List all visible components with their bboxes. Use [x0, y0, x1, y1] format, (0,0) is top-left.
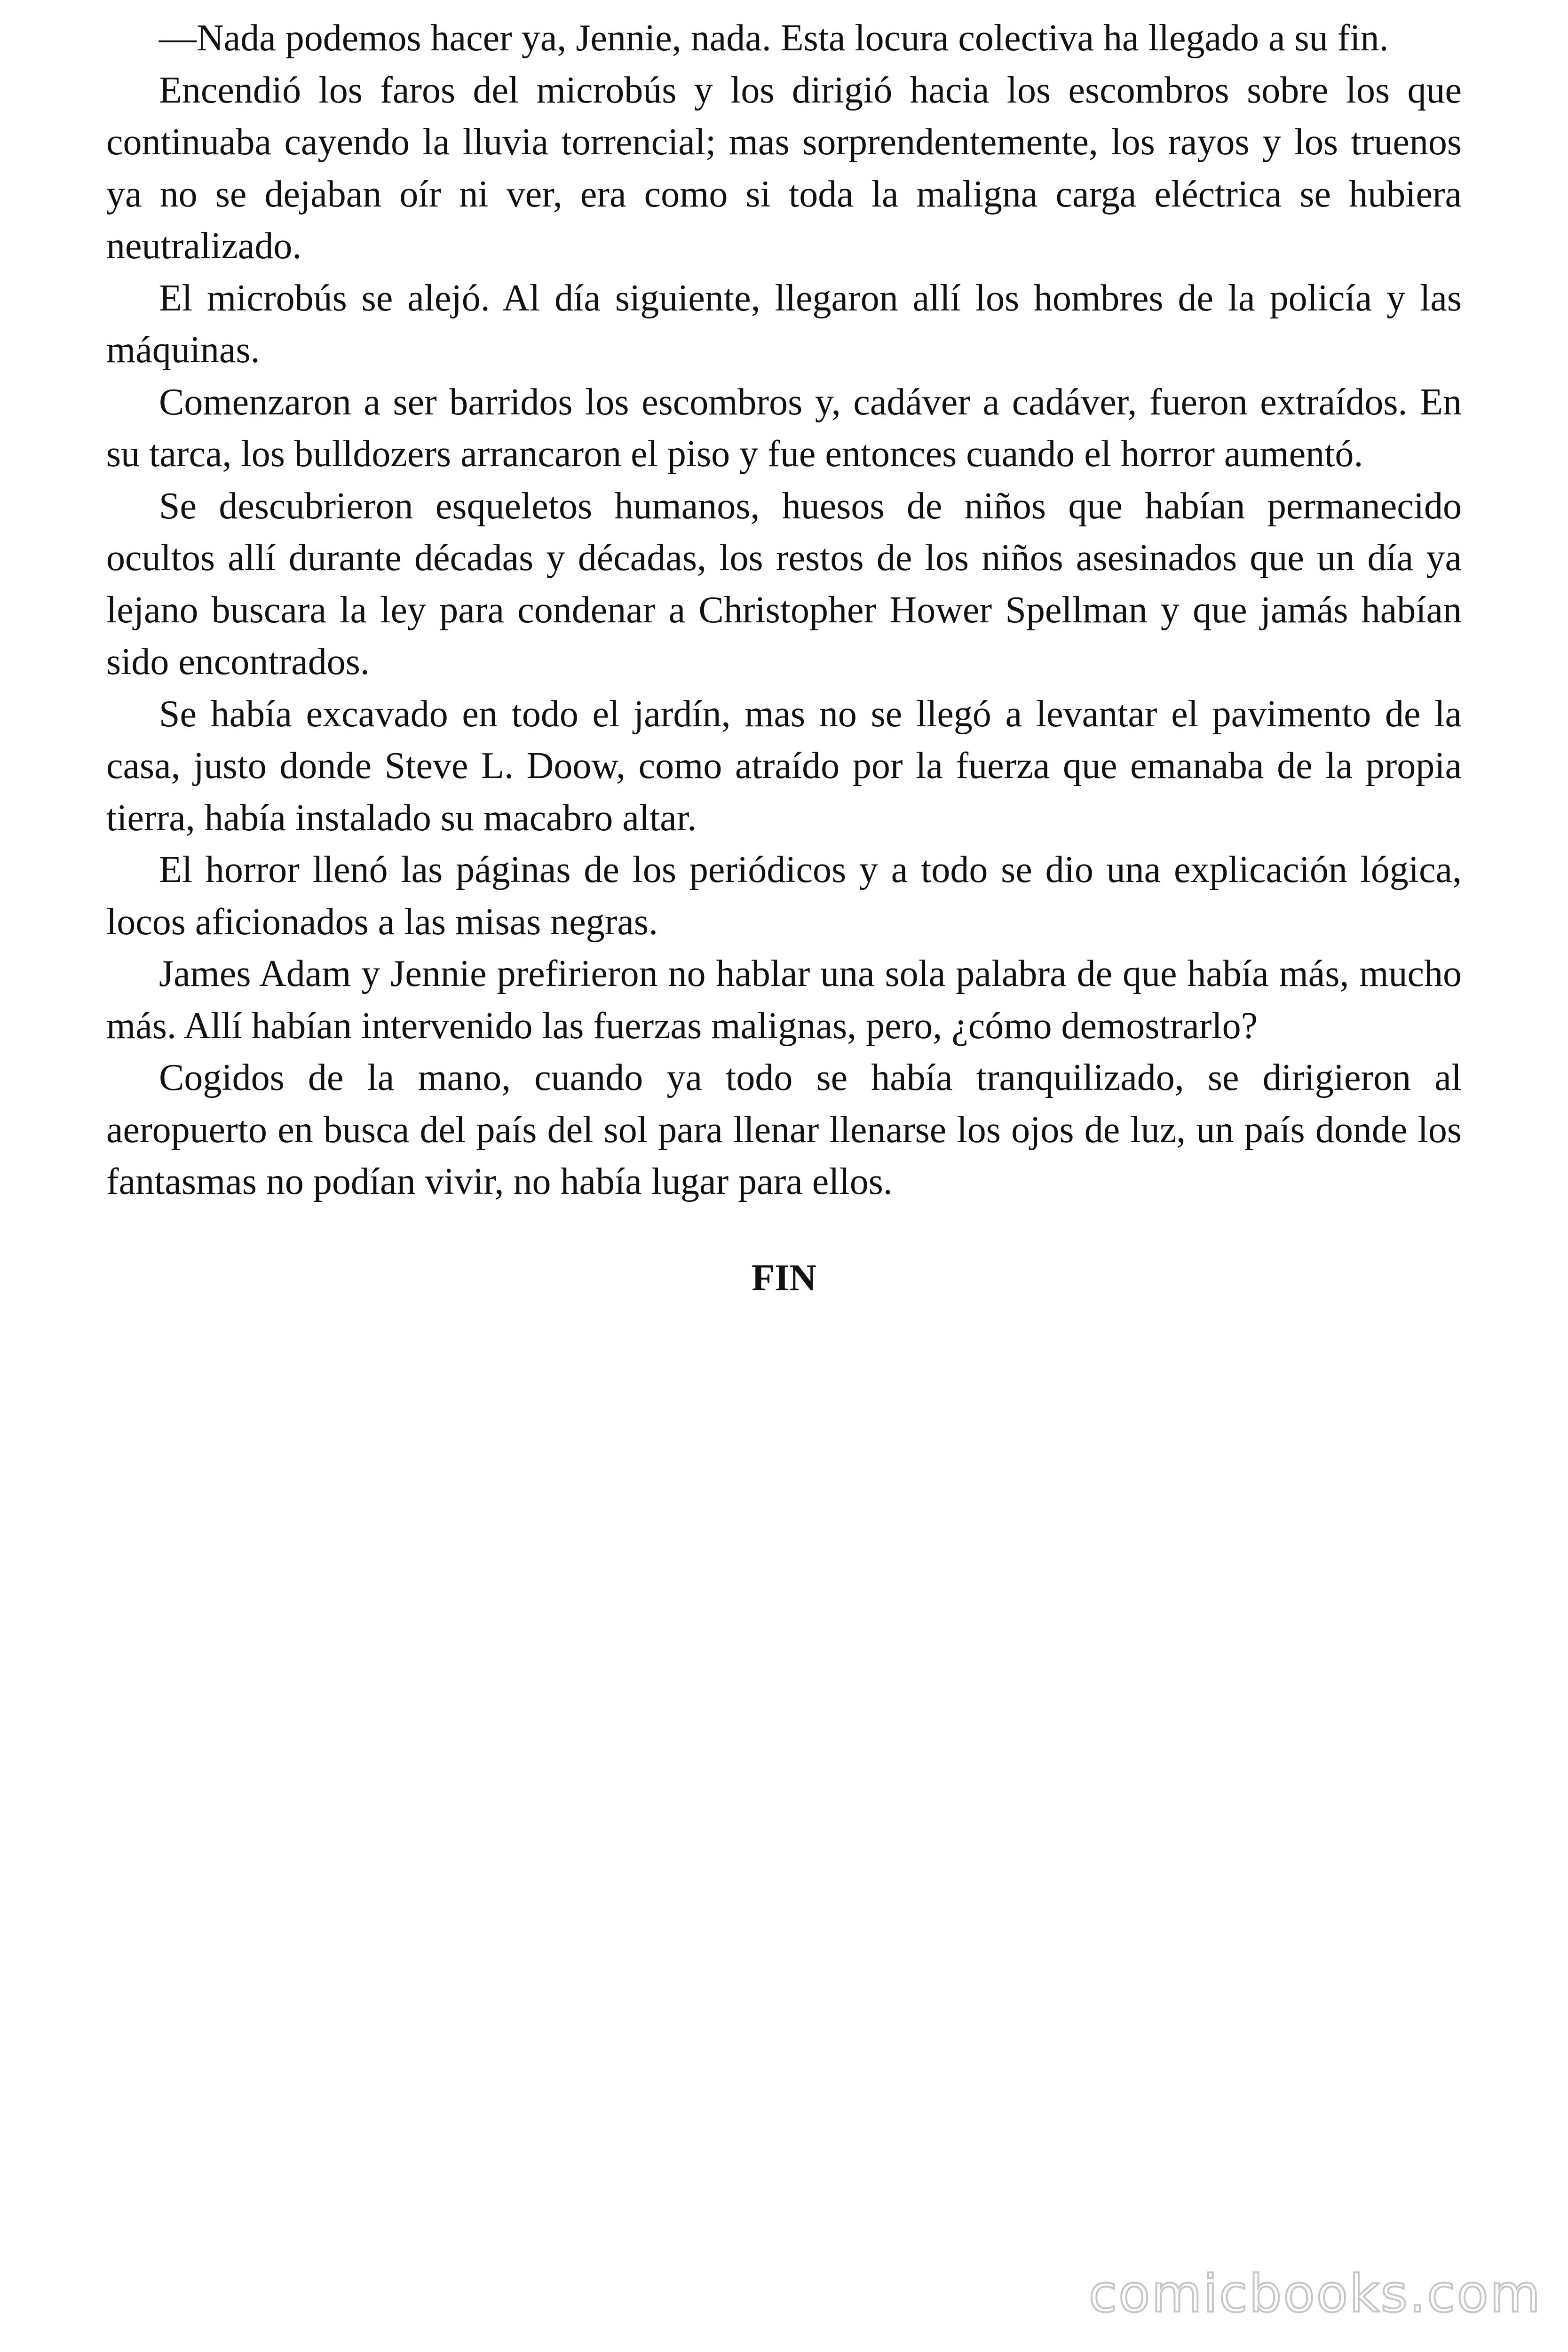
paragraph-9: Cogidos de la mano, cuando ya todo se había tranquilizado, se dirigieron al aeropuerto en busca del país del sol para llenar llenarse los ojos de luz, un país donde los fantasmas no podían vivir, no había lugar para ellos. [106, 1057, 1462, 1202]
watermark: comicbooks.com [1088, 2264, 1542, 2324]
end-mark: FIN [752, 1257, 816, 1299]
paragraph-3: El microbús se alejó. Al día siguiente, llegaron allí los hombres de la policía y las máquinas. [106, 277, 1462, 371]
paragraph-2: Encendió los faros del microbús y los dirigió hacia los escombros sobre los que continuaba cayendo la lluvia torrencial; mas sorprendentemente, los rayos y los truenos ya no se dejaban oír ni ver, era como si toda la maligna carga eléctrica se hubiera neutralizado. [106, 69, 1462, 267]
paragraph-6: Se había excavado en todo el jardín, mas no se llegó a levantar el pavimento de la casa, justo donde Steve L. Doow, como atraído por la fuerza que emanaba de la propia tierra, había instalado su macabro altar. [106, 693, 1462, 839]
book-page [106, 12, 1462, 1304]
paragraph-8: James Adam y Jennie prefirieron no hablar una sola palabra de que había más, mucho más. Allí habían intervenido las fuerzas malignas, pero, ¿cómo demostrarlo? [106, 953, 1462, 1047]
paragraph-5: Se descubrieron esqueletos humanos, huesos de niños que habían permanecido ocultos allí durante décadas y décadas, los restos de los niños asesinados que un día ya lejano buscara la ley para condenar a Christopher Hower Spellman y que jamás habían sido encontrados. [106, 485, 1462, 683]
paragraph-4: Comenzaron a ser barridos los escombros y, cadáver a cadáver, fueron extraídos. En su tarca, los bulldozers arrancaron el piso y fue entonces cuando el horror aumentó. [106, 381, 1462, 475]
paragraph-1: —Nada podemos hacer ya, Jennie, nada. Esta locura colectiva ha llegado a su fin. [159, 17, 1389, 59]
paragraph-7: El horror llenó las páginas de los periódicos y a todo se dio una explicación lógica, locos aficionados a las misas negras. [106, 849, 1462, 943]
